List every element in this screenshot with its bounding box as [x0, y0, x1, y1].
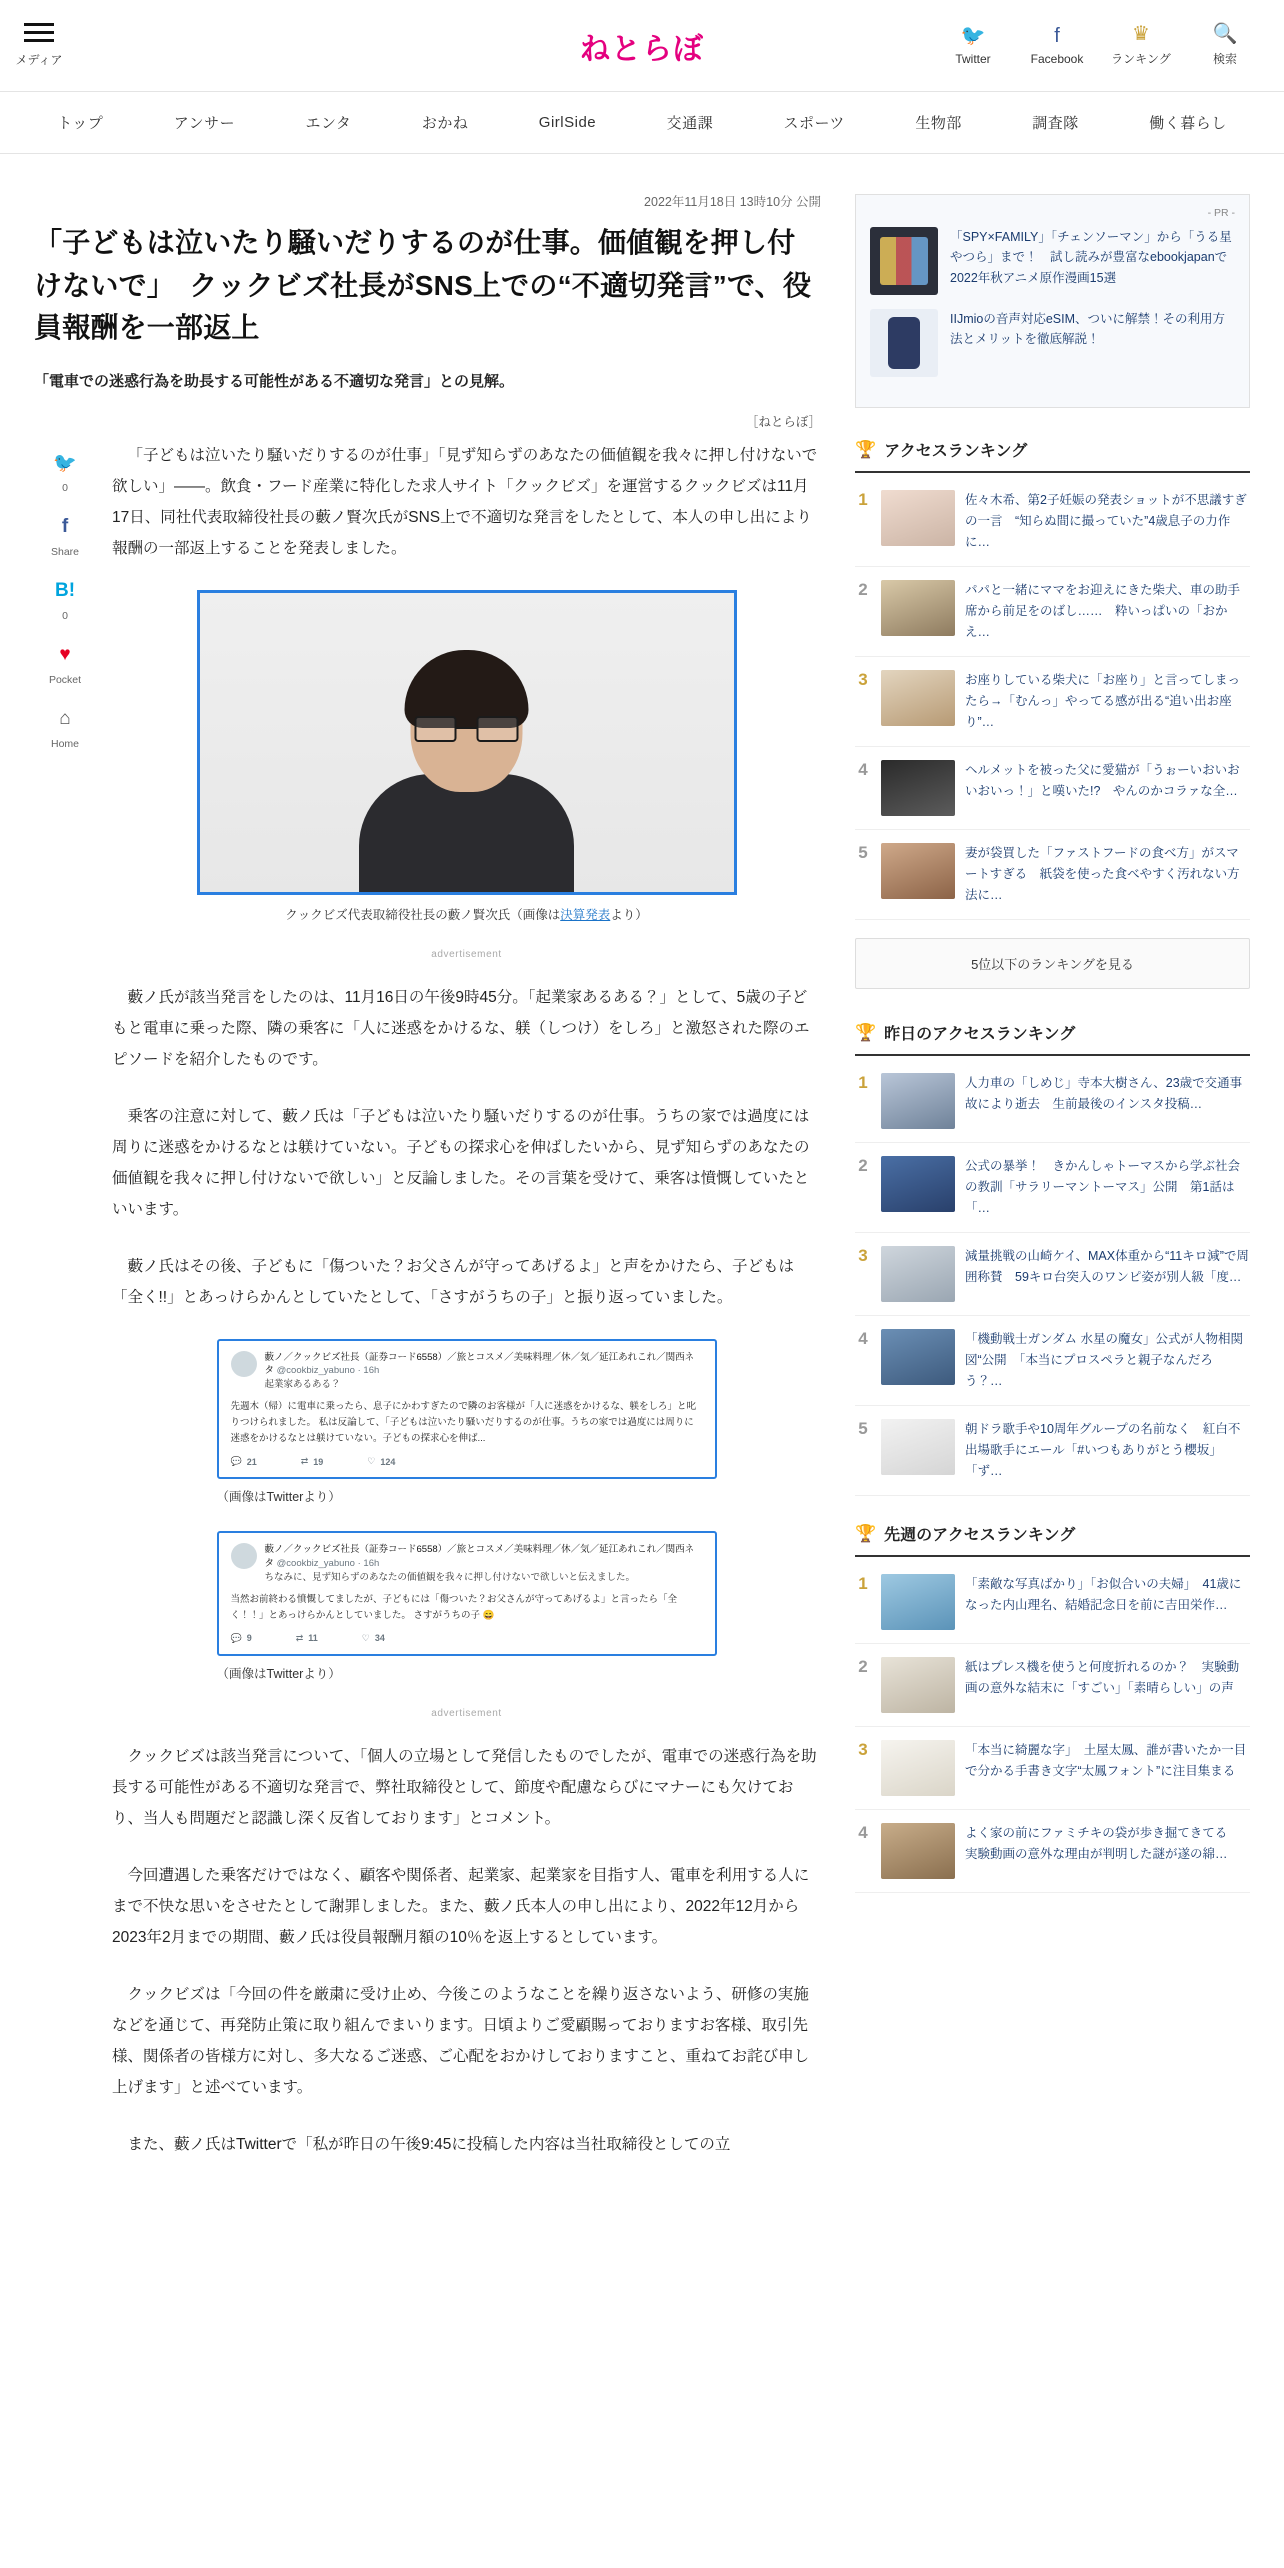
tweet-caption: （画像はTwitterより）	[216, 1490, 341, 1505]
embedded-tweet[interactable]	[217, 1531, 717, 1656]
rank-thumbnail	[881, 760, 955, 816]
nav-item-koutsuka[interactable]: 交通課	[666, 115, 714, 132]
tweet-meta	[265, 1351, 703, 1392]
tweet-meta	[265, 1543, 703, 1584]
tweet-reply-action[interactable]: 💬 21	[230, 1456, 257, 1467]
tweet-text: 先週木（帰）に電車に乗ったら、息子にかわすぎたので隣のお客様が「人に迷惑をかけるな、躾をしろ」と叱りつけられました。 私は反論して、「子どもは泣いたり騒いだりするのが仕事。うちの家では過度には周りに迷惑をかけるなとは躾けていない。子どもの探求心を伸ば...	[230, 1400, 697, 1445]
list-item[interactable]	[855, 1727, 1250, 1810]
header-facebook-label: Facebook	[1030, 51, 1084, 66]
person-illustration	[359, 642, 574, 892]
tweet-like-action[interactable]: ♡ 34	[361, 1632, 385, 1644]
tweet-retweet-action[interactable]: ⇄ 19	[300, 1456, 324, 1467]
facebook-icon: f	[61, 515, 69, 537]
glasses-icon	[415, 716, 519, 742]
tweet-header	[231, 1543, 703, 1584]
site-logo[interactable]	[580, 24, 704, 68]
access-ranking-block	[855, 438, 1250, 989]
rank-title: 人力車の「しめじ」寺本大樹さん、23歳で交通事故により逝去 生前最後のインスタ投稿…	[965, 1076, 1243, 1111]
figure-caption-suffix: より）	[610, 907, 648, 922]
tweet-header	[231, 1351, 703, 1392]
share-home-label: Home	[50, 737, 79, 750]
header-facebook[interactable]	[1016, 26, 1098, 66]
primary-nav	[0, 92, 1284, 154]
article-byline: ［ねとらぼ］	[745, 414, 821, 429]
page-wrapper	[0, 154, 1284, 2186]
rank-number: 3	[858, 1246, 868, 1265]
article-paragraph: 藪ノ氏はその後、子どもに「傷ついた？お父さんが守ってあげるよ」と声をかけたら、子どもは「全く!!」とあっけらかんとしていたとして、「さすがうちの子」と振り返っていました。	[112, 1257, 795, 1306]
rank-thumbnail	[881, 1419, 955, 1475]
share-pocket-button[interactable]	[42, 638, 88, 686]
list-item[interactable]	[855, 1810, 1250, 1893]
search-icon: 🔍	[1212, 23, 1238, 45]
article-paragraph: また、藪ノ氏はTwitterで「私が昨日の午後9:45に投稿した内容は当社取締役としての立	[127, 2135, 731, 2153]
article-lede: 「電車での迷惑行為を助長する可能性がある不適切な発言」との見解。	[34, 372, 515, 390]
avatar	[231, 1543, 257, 1569]
rank-number: 5	[858, 1419, 868, 1438]
nav-item-girlside[interactable]: GirlSide	[538, 114, 597, 131]
pr-box	[855, 194, 1250, 408]
header-twitter-label: Twitter	[955, 51, 991, 66]
rank-number: 1	[858, 1574, 868, 1593]
list-item[interactable]	[855, 1406, 1250, 1496]
rank-thumbnail	[881, 670, 955, 726]
pr-thumbnail	[870, 309, 938, 377]
rank-title: パパと一緒にママをお迎えにきた柴犬、車の助手席から前足をのばし…… 粋いっぱいの「おかえ…	[965, 583, 1241, 639]
figure-caption-link[interactable]: 決算発表	[560, 907, 611, 922]
rank-title: 「素敵な写真ばかり」「お似合いの夫婦」 41歳になった内山理名、結婚記念日を前に吉田栄作…	[965, 1577, 1242, 1612]
rank-title: よく家の前にファミチキの袋が歩き掘てきてる 実験動画の意外な理由が判明した謎が遂の綿…	[965, 1826, 1240, 1861]
tweet-actions	[231, 1633, 703, 1644]
rank-thumbnail	[881, 843, 955, 899]
rank-title: 減量挑戦の山崎ケイ、MAX体重から“11キロ減”で周囲称賛 59キロ台突入のワンピ姿が別人級「度…	[965, 1249, 1249, 1284]
nav-item-okane[interactable]: おかね	[421, 115, 469, 132]
sidebar	[855, 154, 1284, 2186]
tweet-extra: 起業家あるある？	[264, 1379, 341, 1391]
rank-title: ヘルメットを被った父に愛猫が「うぉーいおいおいおいっ！」と嘆いた!? やんのかコラァな全…	[965, 763, 1240, 798]
header-ranking-label: ランキング	[1111, 52, 1171, 66]
list-item[interactable]	[855, 1561, 1250, 1644]
share-facebook-button[interactable]	[42, 510, 88, 558]
article-paragraph: クックビズは該当発言について、「個人の立場として発信したものでしたが、電車での迷惑行為を助長する可能性がある不適切な発言で、弊社取締役として、節度や配慮ならびにマナーにも欠けており、当人も問題だと認識し深く反省しております」とコメント。	[112, 1747, 817, 1827]
site-header	[0, 0, 1284, 92]
tweet-like-count: 124	[380, 1456, 396, 1467]
rank-thumbnail	[881, 1246, 955, 1302]
pr-thumbnail	[870, 227, 938, 295]
rank-thumbnail	[881, 490, 955, 546]
lastweek-ranking-block	[855, 1522, 1250, 1893]
article-main	[0, 154, 855, 2186]
rank-title: 紙はプレス機を使うと何度折れるのか？ 実験動画の意外な結末に「すごい」「素晴らしい」の声	[965, 1660, 1240, 1695]
rank-thumbnail	[881, 1823, 955, 1879]
list-item[interactable]	[855, 657, 1250, 747]
rank-thumbnail	[881, 1329, 955, 1385]
ranking-heading	[855, 438, 1250, 473]
tweet-handle: @cookbiz_yabuno · 16h	[276, 1558, 380, 1570]
tweet-account: 藪ノ／クックビズ社長（証券コード6558）／旅とコスメ／美味料理／休／気／延江あれこれ／関西ネタ	[264, 1351, 695, 1377]
rank-thumbnail	[881, 1156, 955, 1212]
tweet-like-action[interactable]: ♡ 124	[367, 1456, 396, 1467]
nav-item-enta[interactable]: エンタ	[305, 115, 352, 132]
share-hatena-button[interactable]	[42, 574, 88, 622]
nav-item-seibutsubu[interactable]: 生物部	[915, 115, 962, 132]
list-item[interactable]	[855, 1316, 1250, 1406]
tweet-retweet-count: 19	[313, 1456, 324, 1467]
tweet-handle: @cookbiz_yabuno · 16h	[276, 1365, 380, 1377]
rank-thumbnail	[881, 1574, 955, 1630]
article-body-area	[34, 440, 821, 2186]
pr-tag: - PR -	[1207, 207, 1235, 219]
rank-number: 3	[858, 670, 868, 689]
article-paragraph: クックビズは「今回の件を厳粛に受け止め、今後このようなことを繰り返さないよう、研修の実施などを通じて、再発防止策に取り組んでまいります。日頃よりご愛顧賜っておりますお客様、取引先様、関係者の皆様方に対し、多大なるご迷惑、ご心配をおかけしておりますこと、重ねてお詫び申し上げます」と述べています。	[112, 1985, 810, 2096]
twitter-icon: 🐦	[53, 452, 77, 474]
header-search[interactable]	[1184, 24, 1266, 67]
logo-text: ねとらぼ	[580, 32, 704, 66]
yesterday-ranking-block	[855, 1021, 1250, 1496]
article-content	[96, 440, 821, 2186]
nav-item-sports[interactable]: スポーツ	[783, 115, 845, 132]
pocket-icon: ♥	[59, 643, 71, 665]
embedded-tweet[interactable]	[217, 1339, 717, 1480]
rank-number: 5	[858, 843, 868, 862]
article-figure	[112, 590, 821, 923]
article-paragraph: 乗客の注意に対して、藪ノ氏は「子どもは泣いたり騒いだりするのが仕事。うちの家では過度には周りに迷惑をかけるなとは躾けていない。子どもの探求心を伸ばしたいから、見ず知らずのあなたの価値観を我々に押し付けないで欲しい」と反論しました。その言葉を受けて、乗客は憤慨していたといいます。	[112, 1107, 810, 1218]
rank-thumbnail	[881, 1073, 955, 1129]
tweet-text: 当然お前終わる憤慨してましたが、子どもには「傷ついた？お父さんが守ってあげるよ」と言ったら「全く！！」とあっけらかんとしていました。 さすがうちの子 😄	[230, 1593, 678, 1621]
rank-number: 3	[858, 1740, 868, 1759]
tweet-like-count: 34	[374, 1633, 385, 1644]
rank-title: 「本当に綺麗な字」 土屋太鳳、誰が書いたか一目で分かる手書き文字“太鳳フォント”に注目集まる	[965, 1743, 1247, 1778]
trophy-icon: 🏆	[855, 1022, 877, 1042]
list-item[interactable]	[855, 477, 1250, 567]
nav-item-answer[interactable]: アンサー	[173, 115, 236, 132]
rank-number: 2	[858, 580, 868, 599]
rank-number: 4	[858, 1823, 868, 1842]
rank-title: 朝ドラ歌手や10周年グループの名前なく 紅白不出場歌手にエール「#いつもありがとう櫻坂」「ず…	[965, 1422, 1241, 1478]
rank-thumbnail	[881, 580, 955, 636]
share-facebook-label: Share	[50, 545, 80, 558]
trophy-icon: 🏆	[855, 1523, 877, 1543]
publish-date: 2022年11月18日 13時10分 公開	[644, 195, 821, 209]
nav-item-chousatai[interactable]: 調査隊	[1032, 115, 1079, 132]
rank-number: 4	[858, 1329, 868, 1348]
page-title: 「子どもは泣いたり騒いだりするのが仕事。価値観を押し付けないで」 クックビズ社長がSNS上での“不適切発言”で、役員報酬を一部返上	[34, 227, 812, 344]
header-twitter[interactable]	[932, 26, 1014, 66]
share-twitter-count: 0	[62, 481, 68, 494]
rank-number: 4	[858, 760, 868, 779]
list-item[interactable]	[855, 830, 1250, 920]
tweet-retweet-action[interactable]: ⇄ 11	[295, 1632, 318, 1644]
article-paragraph: 「子どもは泣いたり騒いだりするのが仕事」「見ず知らずのあなたの価値観を我々に押し付けないで欲しい」——。飲食・フード産業に特化した求人サイト「クックビズ」を運営するクックビズは11月17日、同社代表取締役社長の藪ノ賢次氏がSNS上で不適切な発言をしたとして、本人の申し出により報酬の一部返上することを発表しました。	[112, 446, 818, 557]
rank-number: 1	[858, 490, 868, 509]
tweet-caption: （画像はTwitterより）	[216, 1666, 341, 1681]
share-hatena-count: 0	[62, 609, 68, 622]
pr-item-text: 「SPY×FAMILY」「チェンソーマン」から「うる星やつら」まで！ 試し読みが豊富なebookjapanで2022年秋アニメ原作漫画15選	[950, 230, 1232, 285]
header-search-label: 検索	[1212, 52, 1237, 66]
advertisement-label: advertisement	[431, 948, 502, 960]
crown-icon: ♛	[1132, 23, 1150, 45]
figure-caption-prefix: クックビズ代表取締役社長の藪ノ賢次氏（画像は	[285, 907, 561, 922]
hatena-icon: B!	[54, 579, 76, 601]
tweet-reply-action[interactable]: 💬 9	[230, 1632, 252, 1644]
hamburger-icon	[24, 23, 54, 42]
twitter-icon: 🐦	[960, 24, 986, 47]
nav-item-hatarakukurashi[interactable]: 働く暮らし	[1149, 115, 1227, 132]
pr-item[interactable]	[870, 309, 1235, 377]
tweet-retweet-count: 11	[308, 1633, 318, 1644]
menu-label: メディア	[15, 53, 63, 67]
ranking-heading-label: アクセスランキング	[884, 443, 1028, 460]
home-icon: ⌂	[59, 707, 71, 729]
tweet-extra: ちなみに、見ず知らずのあなたの価値観を我々に押し付けないで欲しいと伝えました。	[264, 1571, 636, 1583]
rank-title: 「機動戦士ガンダム 水星の魔女」公式が人物相関図“公開 「本当にプロスペラと親子なんだろう？…	[965, 1332, 1243, 1388]
rank-number: 2	[858, 1156, 868, 1175]
see-more-ranking-button[interactable]: 5位以下のランキングを見る	[855, 938, 1250, 989]
article-photo	[197, 590, 737, 895]
figure-caption	[112, 905, 821, 923]
rank-thumbnail	[881, 1657, 955, 1713]
rank-title: 妻が袋買した「ファストフードの食べ方」がスマートすぎる 紙袋を使った食べやすく汚れない方法に…	[965, 846, 1240, 902]
list-item[interactable]	[855, 567, 1250, 657]
rank-number: 1	[858, 1073, 868, 1092]
share-pocket-label: Pocket	[48, 673, 82, 686]
header-ranking[interactable]	[1100, 24, 1182, 67]
ranking-heading-label: 先週のアクセスランキング	[884, 1527, 1076, 1544]
rank-title: 佐々木希、第2子妊娠の発表ショットが不思議すぎの一言 “知らぬ間に撮っていた”4歳息子の力作に…	[965, 493, 1247, 549]
ranking-heading	[855, 1021, 1250, 1056]
nav-item-top[interactable]: トップ	[57, 115, 104, 132]
rank-title: 公式の暴挙！ きかんしゃトーマスから学ぶ社会の教訓「サラリーマントーマス」公開 第1話は「…	[965, 1159, 1241, 1215]
ranking-heading	[855, 1522, 1250, 1557]
tweet-reply-count: 21	[246, 1456, 257, 1467]
pr-item-text: IIJmioの音声対応eSIM、ついに解禁！その利用方法とメリットを徹底解説！	[950, 312, 1226, 347]
rank-number: 2	[858, 1657, 868, 1676]
list-item[interactable]	[855, 1644, 1250, 1727]
advertisement-label: advertisement	[431, 1707, 502, 1719]
article-paragraph: 藪ノ氏が該当発言をしたのは、11月16日の午後9時45分。「起業家あるある？」として、5歳の子どもと電車に乗った際、隣の乗客に「人に迷惑をかけるな、躾（しつけ）をしろ」と激怒された際のエピソードを紹介したものです。	[112, 988, 810, 1068]
tweet-reply-count: 9	[246, 1633, 252, 1644]
list-item[interactable]	[855, 1060, 1250, 1143]
pr-item[interactable]	[870, 227, 1235, 295]
tweet-actions	[231, 1456, 703, 1467]
list-item[interactable]	[855, 1143, 1250, 1233]
avatar	[231, 1351, 257, 1377]
header-actions	[932, 24, 1284, 67]
trophy-icon: 🏆	[855, 439, 877, 459]
rank-thumbnail	[881, 1740, 955, 1796]
share-home-button[interactable]	[42, 702, 88, 750]
list-item[interactable]	[855, 1233, 1250, 1316]
menu-button[interactable]	[0, 23, 78, 68]
share-rail	[34, 440, 96, 2186]
article-paragraph: 今回遭遇した乗客だけではなく、顧客や関係者、起業家、起業家を目指す人、電車を利用する人にまで不快な思いをさせたとして謝罪しました。また、藪ノ氏本人の申し出により、2022年12月から2023年2月までの期間、藪ノ氏は役員報酬月額の10％を返上するとしています。	[112, 1866, 810, 1946]
share-twitter-button[interactable]	[42, 446, 88, 494]
tweet-account: 藪ノ／クックビズ社長（証券コード6558）／旅とコスメ／美味料理／休／気／延江あれこれ／関西ネタ	[264, 1544, 695, 1570]
list-item[interactable]	[855, 747, 1250, 830]
rank-title: お座りしている柴犬に「お座り」と言ってしまったら→「むんっ」やってる感が出る“追い出お座り”…	[965, 673, 1241, 729]
facebook-icon: f	[1054, 24, 1060, 47]
ranking-heading-label: 昨日のアクセスランキング	[884, 1026, 1076, 1043]
